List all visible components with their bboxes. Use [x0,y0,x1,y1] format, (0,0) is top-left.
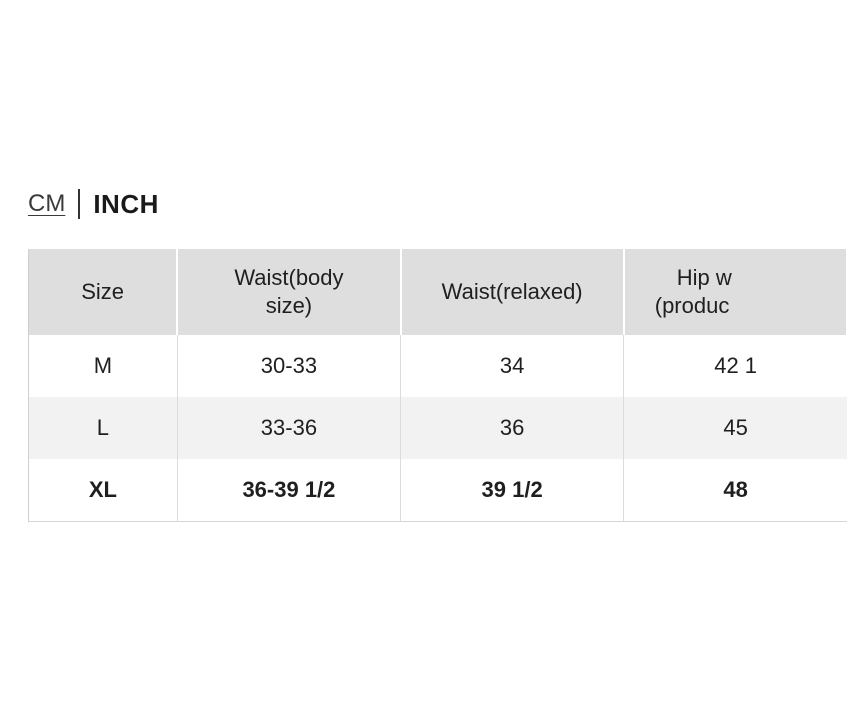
header-waist-body-line2: size) [265,293,313,318]
unit-inch-link[interactable]: INCH [93,188,159,219]
unit-divider [78,189,80,219]
header-hip-line2: (produc [654,293,730,318]
cell-size: M [29,335,178,397]
header-waist-relaxed-label: Waist(relaxed) [441,279,583,304]
cell-hip: 42 1 [624,335,847,397]
header-hip-line1: Hip w [676,265,732,290]
size-table-viewport[interactable] [28,249,758,516]
cell-size: XL [29,459,178,522]
cell-waist-body: 30-33 [177,335,400,397]
cell-waist-body: 33-36 [177,397,400,459]
cell-waist-body: 36-39 1/2 [177,459,400,522]
header-hip-width [624,249,847,335]
table-row [29,335,848,397]
table-row [29,397,848,459]
cell-waist-relaxed: 39 1/2 [401,459,624,522]
cell-waist-relaxed: 34 [401,335,624,397]
cell-size: L [29,397,178,459]
size-table [28,249,848,522]
table-row [29,459,848,522]
header-waist-body-line1: Waist(body [234,265,344,290]
cell-hip: 48 [624,459,847,522]
cell-waist-relaxed: 36 [401,397,624,459]
unit-toggle [28,186,159,222]
header-size [29,249,178,335]
header-waist-body [177,249,400,335]
table-header-row [29,249,848,335]
unit-cm-link[interactable]: CM [28,190,66,217]
header-waist-relaxed [401,249,624,335]
cell-hip: 45 [624,397,847,459]
header-size-label: Size [81,279,125,304]
